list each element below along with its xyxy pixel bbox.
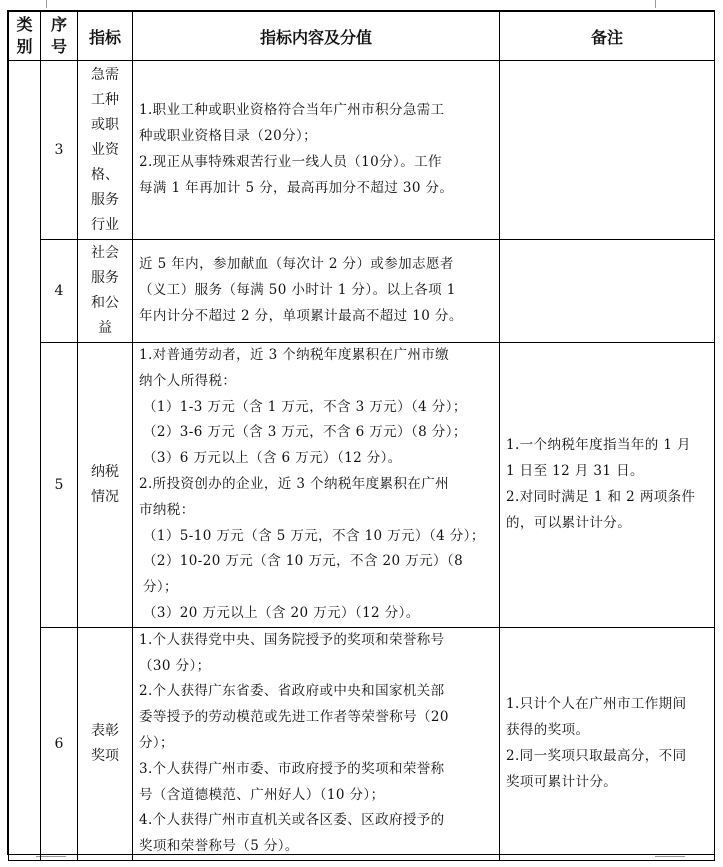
header-category: 类 别 — [9, 12, 41, 61]
header-note: 备注 — [500, 12, 715, 61]
crop-mark-top-left — [36, 0, 47, 8]
table-row — [9, 61, 715, 240]
category-cell — [9, 61, 41, 861]
content-cell: 1.对普通劳动者，近 3 个纳税年度累积在广州市缴 纳个人所得税： （1）1-3 万元（含 1 万元，不含 3 万元）（4 分）； （2）3-6 万元（含 3 万元，不含 6 万元）（8 分）； （3）6 万元以上（含 6 万元）（12 分）。 2.所投资创办的企业，近 3 个纳税年度累积在广州 市纳税： （1）5-10 万元（含 5 万元，不含 10 万元）（4 分）； （2）10-20 万元（含 10 万元，不含 20 万元）（8 分）； （3）20 万元以上（含 20 万元）（12 分）。 — [133, 343, 500, 628]
indicator-cell: 急需 工种 或职 业资 格、 服务 行业 — [78, 61, 133, 240]
crop-mark-top-right — [655, 0, 666, 8]
seq-cell: 4 — [41, 240, 78, 343]
document-page — [7, 10, 715, 855]
content-cell: 近 5 年内，参加献血（每次计 2 分）或参加志愿者 （义工）服务（每满 50 小时计 1 分）。以上各项 1 年内计分不超过 2 分，单项累计最高不超过 10 分。 — [133, 240, 500, 343]
note-cell — [500, 61, 715, 240]
header-content: 指标内容及分值 — [133, 12, 500, 61]
seq-cell: 5 — [41, 343, 78, 628]
header-seq: 序 号 — [41, 12, 78, 61]
note-cell: 1.只计个人在广州市工作期间 获得的奖项。 2.同一奖项只取最高分，不同 奖项可累计计分。 — [500, 627, 715, 860]
header-indicator: 指标 — [78, 12, 133, 61]
note-cell — [500, 240, 715, 343]
seq-cell: 3 — [41, 61, 78, 240]
table-row — [9, 627, 715, 860]
note-cell: 1.一个纳税年度指当年的 1 月 1 日至 12 月 31 日。 2.对同时满足 1 和 2 两项条件 的，可以累计计分。 — [500, 343, 715, 628]
content-cell: 1.职业工种或职业资格符合当年广州市积分急需工 种或职业资格目录（20分）； 2.现正从事特殊艰苦行业一线人员（10分）。工作 每满 1 年再加计 5 分，最高再加分不超过 30 分。 — [133, 61, 500, 240]
header-row — [9, 12, 715, 61]
indicator-cell: 表彰 奖项 — [78, 627, 133, 860]
indicator-cell: 纳税 情况 — [78, 343, 133, 628]
table-row — [9, 240, 715, 343]
content-cell: 1.个人获得党中央、国务院授予的奖项和荣誉称号 （30 分）； 2.个人获得广东省委、省政府或中央和国家机关部 委等授予的劳动模范或先进工作者等荣誉称号（20 分）； 3.个人获得广州市委、市政府授予的奖项和荣誉称 号（含道德模范、广州好人）（10 分）； 4.个人获得广州市直机关或各区委、区政府授予的 奖项和荣誉称号（5 分）。 — [133, 627, 500, 860]
scoring-table — [8, 11, 715, 861]
indicator-cell: 社会 服务 和公 益 — [78, 240, 133, 343]
seq-cell: 6 — [41, 627, 78, 860]
table-row — [9, 343, 715, 628]
